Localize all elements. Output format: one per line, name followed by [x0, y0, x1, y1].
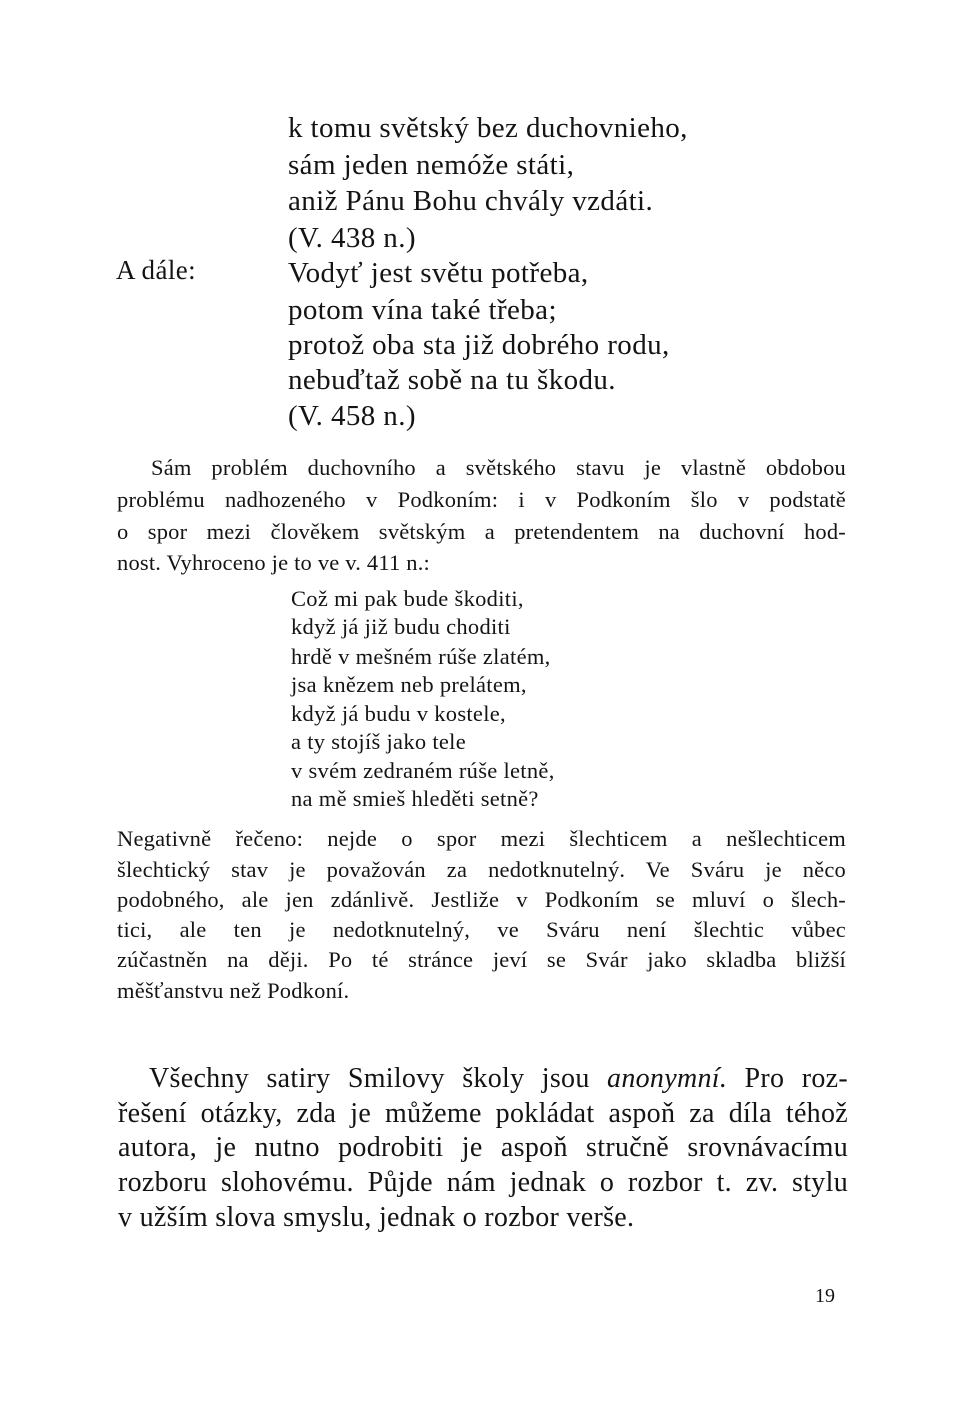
verse-line: když já již budu choditi	[291, 614, 511, 639]
verse-line: Vodyť jest světu potřeba,	[288, 257, 589, 289]
verse-line: k tomu světský bez duchovnieho,	[288, 112, 688, 144]
paragraph-line: zúčastněn na ději. Po té stránce jeví se Svár jako skladba bližší	[117, 947, 846, 972]
a-dale-label: A dále:	[116, 255, 197, 285]
page-number: 19	[815, 1285, 835, 1307]
paragraph-line: v užším slova smyslu, jednak o rozbor verše.	[118, 1202, 635, 1233]
paragraph-line: Sám problém duchovního a světského stavu je vlastně obdobou	[151, 455, 846, 480]
verse-line: nebuďtaž sobě na tu škodu.	[288, 364, 616, 396]
verse-line: v svém zedraném rúše letně,	[291, 758, 555, 783]
paragraph-line: rozboru slohovému. Půjde nám jednak o rozbor t. zv. stylu	[118, 1167, 848, 1198]
verse-line: Což mi pak bude škoditi,	[291, 586, 524, 611]
paragraph-line: o spor mezi člověkem světským a pretendentem na duchovní hod-	[117, 519, 846, 544]
verse-line: na mě smieš hleděti setně?	[291, 786, 539, 811]
paragraph-line: šlechtický stav je považován za nedotknutelný. Ve Sváru je něco	[117, 857, 846, 882]
paragraph-line: tici, ale ten je nedotknutelný, ve Sváru není šlechtic vůbec	[117, 917, 846, 942]
text-run: Pro roz-	[727, 1063, 848, 1094]
verse-line: jsa knězem neb prelátem,	[291, 672, 527, 697]
verse-line: hrdě v mešném rúše zlatém,	[291, 644, 551, 669]
paragraph-line: Negativně řečeno: nejde o spor mezi šlechticem a nešlechticem	[117, 826, 846, 851]
paragraph-line: problému nadhozeného v Podkoním: i v Podkoním šlo v podstatě	[117, 487, 846, 512]
paragraph-line: měšťanstvu než Podkoní.	[117, 978, 350, 1003]
verse-line: když já budu v kostele,	[291, 701, 506, 726]
verse-line: sám jeden nemóže státi,	[288, 149, 575, 181]
verse-line: aniž Pánu Bohu chvály vzdáti.	[288, 185, 654, 217]
verse-reference: (V. 438 n.)	[288, 222, 416, 254]
paragraph-line: nost. Vyhroceno je to ve v. 411 n.:	[117, 550, 431, 575]
verse-reference: (V. 458 n.)	[288, 400, 416, 432]
verse-line: potom vína také třeba;	[288, 294, 557, 326]
paragraph-line: podobného, ale jen zdánlivě. Jestliže v Podkoním se mluví o šlech-	[117, 887, 846, 912]
text-run: Všechny satiry Smilovy školy jsou	[149, 1063, 608, 1094]
emphasis-anonymni: anonymní.	[607, 1063, 728, 1094]
verse-line: a ty stojíš jako tele	[291, 729, 467, 754]
paragraph-line: řešení otázky, zda je můžeme pokládat aspoň za díla téhož	[118, 1098, 848, 1129]
paragraph-line	[149, 1065, 848, 1093]
paragraph-line: autora, je nutno podrobiti je aspoň stručně srovnávacímu	[118, 1132, 848, 1163]
verse-line: protož oba sta již dobrého rodu,	[288, 329, 670, 361]
